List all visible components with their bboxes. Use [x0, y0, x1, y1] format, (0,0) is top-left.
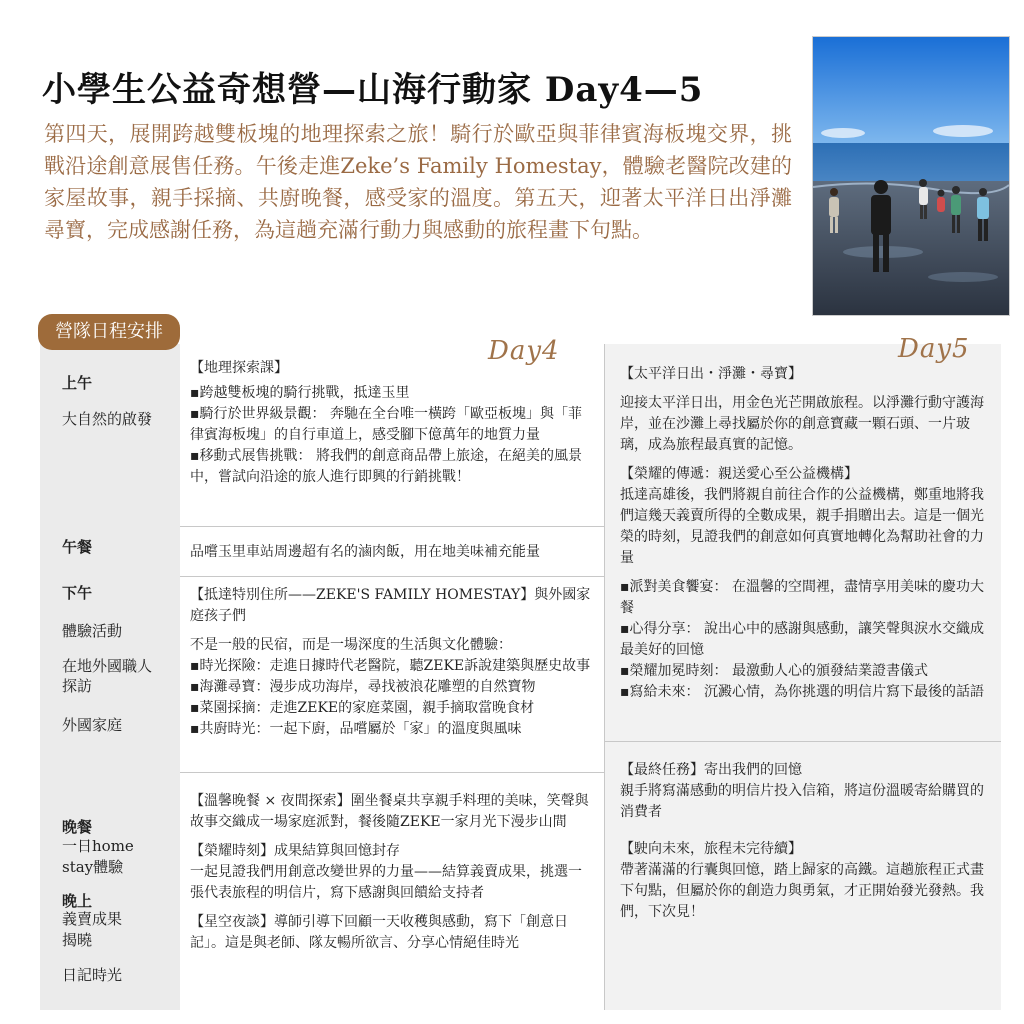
- day5-future-text: 帶著滿滿的行囊與回憶，踏上歸家的高鐵。這趟旅程正式畫下句點，但屬於你的創造力與勇氣，才正開始發光發熱。我們，下次見！: [620, 862, 984, 920]
- label-morning-sub: 大自然的啟發: [62, 410, 153, 428]
- day5-sunrise-text: 迎接太平洋日出，用金色光芒開啟旅程。以淨灘行動守護海岸，並在沙灘上尋找屬於你的創意寶藏一顆石頭、一片玻璃，成為旅程最真實的記憶。: [620, 395, 984, 453]
- list-item: ▪ 派對美食饗宴： 在溫馨的空間裡，盡情享用美味的慶功大餐: [620, 577, 985, 619]
- list-item: ▪ 菜園採摘：走進ZEKE的家庭菜園，親手摘取當晚食材: [190, 698, 595, 719]
- day5-honor-text: 抵達高雄後，我們將親自前往合作的公益機構，鄭重地將我們這幾天義賣所得的全數成果，親手捐贈出去。這是一個光榮的時刻，見證我們的創意如何真實地轉化為幫助社會的力量: [620, 487, 984, 566]
- day4-afternoon-block: [190, 585, 595, 740]
- column-divider: [604, 344, 605, 1010]
- day5-final-text: 親手將寫滿感動的明信片投入信箱，將這份溫暖寄給購買的消費者: [620, 783, 984, 820]
- day4-night-text: 【星空夜談】導師引導下回顧一天收穫與感動，寫下「創意日記」。這是與老師、隊友暢所欲言、分享心情絕佳時光: [190, 914, 568, 951]
- day5-future-title: 【駛向未來，旅程未完待續】: [620, 841, 802, 857]
- label-afternoon-sub2: 在地外國職人探訪: [62, 657, 153, 695]
- day5-top-block: [620, 364, 985, 703]
- row-divider: [605, 741, 1001, 742]
- day5-bottom-block: [620, 760, 988, 923]
- label-evening: 晚上: [62, 892, 93, 910]
- day4-afternoon-title: 【抵達特別住所——ZEKE'S FAMILY HOMESTAY】與外國家庭孩子們: [190, 587, 591, 624]
- list-item: ▪ 海灘尋寶：漫步成功海岸，尋找被浪花雕塑的自然寶物: [190, 677, 595, 698]
- label-dinner: 晚餐: [62, 818, 93, 836]
- label-lunch: 午餐: [62, 538, 93, 556]
- day4-morning-block: [190, 358, 590, 488]
- list-item: ▪ 榮耀加冕時刻： 最激動人心的頒發結業證書儀式: [620, 661, 985, 682]
- day5-honor-title: 【榮耀的傳遞：親送愛心至公益機構】: [620, 466, 858, 482]
- label-afternoon-sub1: 體驗活動: [62, 622, 123, 640]
- day4-lunch-block: [190, 542, 600, 563]
- row-divider: [180, 576, 604, 577]
- beach-photo: [812, 36, 1010, 316]
- page-title: 小學生公益奇想營—山海行動家 Day4—5: [42, 70, 704, 110]
- schedule-badge: 營隊日程安排: [38, 314, 180, 350]
- list-item: ▪ 騎行於世界級景觀： 奔馳在全台唯一橫跨「歐亞板塊」與「菲律賓海板塊」的自行車道上，感受腳下億萬年的地質力量: [190, 404, 590, 446]
- row-divider: [180, 772, 604, 773]
- list-item: ▪ 共廚時光：一起下廚，品嚐屬於「家」的溫度與風味: [190, 719, 595, 740]
- label-dinner-sub: 一日home stay體驗: [62, 837, 134, 876]
- day5-sunrise-title: 【太平洋日出・淨灘・尋寶】: [620, 366, 802, 382]
- label-evening-sub: 義賣成果揭曉: [62, 910, 123, 949]
- list-item: ▪ 時光探險：走進日據時代老醫院，聽ZEKE訴說建築與歷史故事: [190, 656, 595, 677]
- day4-evening-text: 一起見證我們用創意改變世界的力量——結算義賣成果，挑選一張代表旅程的明信片，寫下感謝與回饋給支持者: [190, 864, 582, 901]
- day5-label: Day5: [898, 334, 970, 364]
- label-diary: 日記時光: [62, 966, 123, 984]
- day4-label: Day4: [488, 336, 560, 366]
- day4-afternoon-intro: 不是一般的民宿，而是一場深度的生活與文化體驗：: [190, 637, 512, 653]
- label-morning: 上午: [62, 374, 93, 392]
- row-divider: [180, 526, 604, 527]
- list-item: ▪ 跨越雙板塊的騎行挑戰，抵達玉里: [190, 383, 590, 404]
- day4-dinner-text: 【溫馨晚餐 × 夜間探索】圍坐餐桌共享親手料理的美味，笑聲與故事交織成一場家庭派對，餐後隨ZEKE一家月光下漫步山間: [190, 793, 589, 830]
- day5-final-title: 【最終任務】寄出我們的回憶: [620, 762, 802, 778]
- list-item: ▪ 寫給未來： 沉澱心情，為你挑選的明信片寫下最後的話語: [620, 682, 985, 703]
- label-afternoon-sub3: 外國家庭: [62, 716, 123, 734]
- label-afternoon: 下午: [62, 584, 93, 602]
- day4-evening-block: [190, 791, 590, 954]
- list-item: ▪ 移動式展售挑戰： 將我們的創意商品帶上旅途，在絕美的風景中，嘗試向沿途的旅人進行即興的行銷挑戰！: [190, 446, 590, 488]
- intro-paragraph: 第四天，展開跨越雙板塊的地理探索之旅！騎行於歐亞與菲律賓海板塊交界，挑戰沿途創意展售任務。午後走進Zeke’s Family Homestay，體驗老醫院改建的家屋故事，親手採摘、共廚晚餐，感受家的溫度。第五天，迎著太平洋日出淨灘尋寶，完成感謝任務，為這趟充滿行動力與感動的旅程畫下句點。: [44, 122, 792, 242]
- list-item: ▪ 心得分享： 說出心中的感謝與感動，讓笑聲與淚水交織成最美好的回憶: [620, 619, 985, 661]
- day4-lunch-text: 品嚐玉里車站周邊超有名的滷肉飯，用在地美味補充能量: [190, 544, 540, 560]
- day4-evening-title: 【榮耀時刻】成果結算與回憶封存: [190, 843, 400, 859]
- day4-morning-title: 【地理探索課】: [190, 360, 288, 376]
